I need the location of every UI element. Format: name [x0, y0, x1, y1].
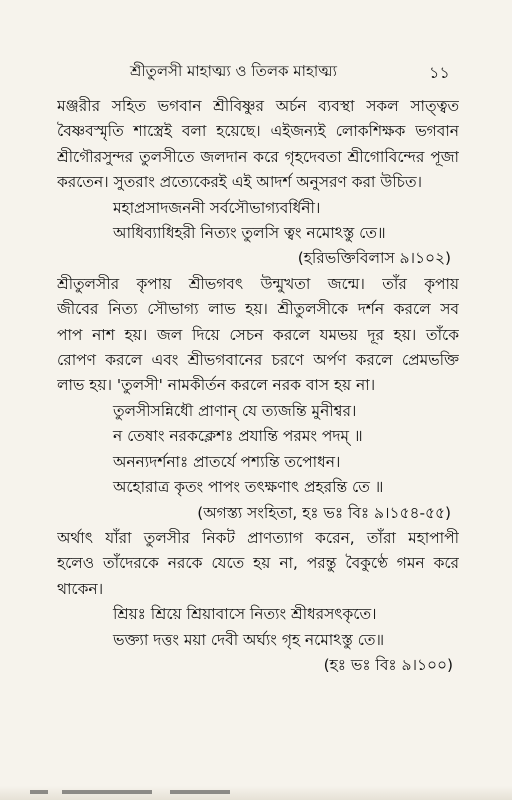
text-line: শ্রীগৌরসুন্দর তুলসীতে জলদান করে গৃহদেবতা শ্রীগোবিন্দের পূজা — [57, 147, 459, 166]
text-line: রোপণ করলে এবং শ্রীভগবানের চরণে অর্পণ করলে প্রেমভক্তি — [57, 351, 459, 370]
text-line: লাভ হয়। 'তুলসী' নামকীর্তন করলে নরক বাস হয় না। — [57, 376, 376, 395]
verse-line: তুলসীসন্নিধৌ প্রাণান্ যে ত্যজন্তি মুনীশ্বর। — [113, 401, 357, 420]
text-line: পাপ নাশ হয়। জল দিয়ে সেচন করলে যমভয় দূর হয়। তাঁকে — [57, 325, 459, 344]
page-number: ১১ — [429, 63, 450, 82]
verse-line: ন তেষাং নরকক্লেশঃ প্রযান্তি পরমং পদম্ ॥ — [113, 427, 363, 446]
verse-citation: (অগস্ত্য সংহিতা, হঃ ভঃ বিঃ ৯।১৫৪-৫৫) — [197, 503, 451, 522]
verse-line: অনন্যদর্শনাঃ প্রাতর্যে পশ্যন্তি তপোধন। — [113, 452, 341, 471]
text-line: মঞ্জরীর সহিত ভগবান শ্রীবিষ্ণুর অর্চন ব্যবস্থা সকল সাত্ত্বত — [57, 97, 459, 115]
text-line: শ্রীতুলসীর কৃপায় শ্রীভগবৎ উন্মুখতা জন্মে। তাঁর কৃপায় — [57, 274, 459, 293]
verse-line: ভক্ত্যা দত্তং ময়া দেবী অর্ঘ্যং গৃহ নমোঽস্তু তে॥ — [113, 630, 385, 649]
verse-line: অহোরাত্র কৃতং পাপং তৎক্ষণাৎ প্রহরন্তি তে ॥ — [113, 478, 384, 497]
text-line: বৈষ্ণবস্মৃতি শাস্ত্রেই বলা হয়েছে। এইজন্যই লোকশিক্ষক ভগবান — [57, 122, 459, 141]
text-line: হলেও তাঁদেরকে নরকে যেতে হয় না, পরন্তু বৈকুণ্ঠে গমন করে — [57, 554, 459, 573]
verse-line: শ্রিয়ঃ শ্রিয়ে শ্রিয়াবাসে নিত্যং শ্রীধরসৎকৃতে। — [113, 605, 377, 624]
text-line: থাকেন। — [57, 579, 104, 598]
running-title: শ্রীতুলসী মাহাত্ম্য ও তিলক মাহাত্ম্য — [130, 62, 337, 80]
verse-line: আধিব্যাধিহরী নিত্যং তুলসি ত্বং নমোঽস্তু তে॥ — [113, 224, 386, 243]
page-header — [0, 60, 512, 84]
scan-artifact — [62, 790, 152, 794]
text-line: করতেন। সুতরাং প্রত্যেকেরই এই আদর্শ অনুসরণ করা উচিত। — [57, 173, 423, 192]
scan-artifact — [30, 790, 48, 794]
verse-citation: (হরিভক্তিবিলাস ৯।১০২) — [297, 249, 451, 268]
page-body — [57, 94, 459, 678]
scan-artifact — [170, 790, 230, 794]
verse-line: মহাপ্রসাদজননী সর্বসৌভাগ্যবর্ধিনী। — [113, 198, 321, 217]
text-line: জীবের নিত্য সৌভাগ্য লাভ হয়। শ্রীতুলসীকে দর্শন করলে সব — [57, 300, 459, 319]
text-line: অর্থাৎ যাঁরা তুলসীর নিকট প্রাণত্যাগ করেন, তাঁরা মহাপাপী — [57, 528, 459, 547]
scan-edge — [0, 786, 512, 800]
verse-citation: (হঃ ভঃ বিঃ ৯।১০০) — [323, 655, 453, 674]
